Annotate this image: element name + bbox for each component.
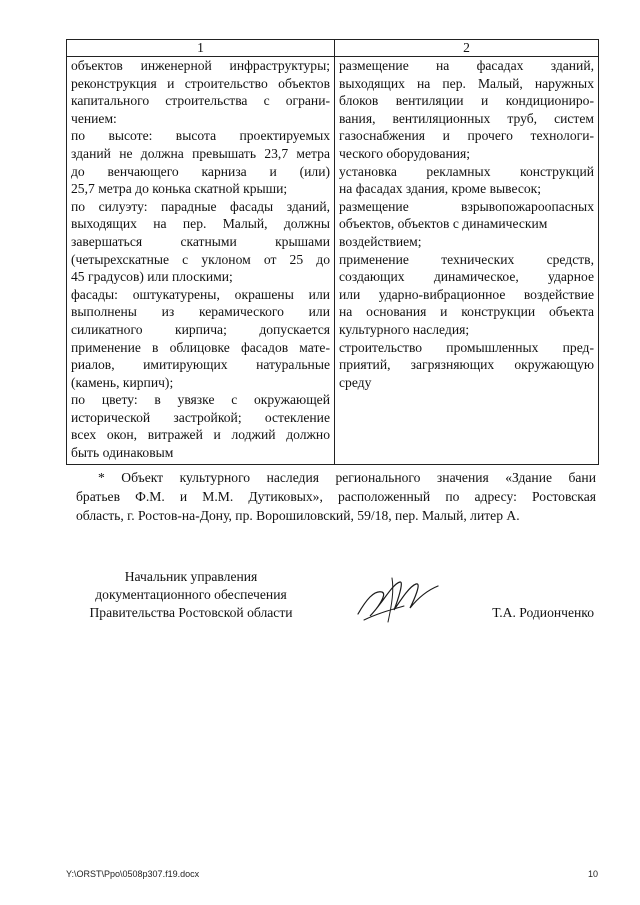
footnote xyxy=(76,468,596,525)
table-cell-line: или ударно-вибрационное воздействие xyxy=(339,286,594,302)
table-cell-line: 45 градусов) или плоскими; xyxy=(71,269,233,285)
table-cell-line: размещение взрывопожароопасных xyxy=(339,198,594,214)
table-cell-line: 25,7 метра до конька скатной крыши; xyxy=(71,181,288,197)
column-number-1: 1 xyxy=(67,40,335,57)
table-cell-line: объектов, объектов с динамическим xyxy=(339,216,548,232)
table-cell-line: объектов инженерной инфраструктуры; xyxy=(71,58,330,73)
table-cell-line: выходящих на пер. Малый, наружных xyxy=(339,75,594,91)
table-cell-line: выполнены из керамического или xyxy=(71,304,330,320)
table-cell-line: всех окон, витражей и лоджий должно xyxy=(71,427,330,443)
table-cell-line: приятий, загрязняющих окружающую xyxy=(339,357,594,373)
position-line: Начальник управления xyxy=(124,569,258,584)
requirements-table xyxy=(66,39,599,465)
table-cell-line: воздействием; xyxy=(339,233,422,249)
footnote-line: область, г. Ростов-на-Дону, пр. Ворошиловский, 59/18, пер. Малый, литер А. xyxy=(76,508,520,523)
table-cell-line: блоков вентиляции и кондициониро- xyxy=(339,93,594,109)
table-cell-line: (камень, кирпич); xyxy=(71,374,174,390)
table-cell-line: риалов, имитирующих натуральные xyxy=(71,357,330,373)
table-cell-line: быть одинаковым xyxy=(71,445,174,461)
table-cell-line: по силуэту: парадные фасады зданий, xyxy=(71,198,330,214)
table-cell-line: газоснабжения и прочего технологи- xyxy=(339,128,594,144)
table-cell-line: завершаться скатными крышами xyxy=(71,233,330,249)
table-cell-line: установка рекламных конструкций xyxy=(339,163,594,179)
table-cell-line: по высоте: высота проектируемых xyxy=(71,128,330,144)
column-number-2: 2 xyxy=(335,40,599,57)
table-cell-line: строительство промышленных пред- xyxy=(339,339,594,355)
table-cell-line: на фасадах здания, кроме вывесок; xyxy=(339,181,542,197)
table-cell-line: реконструкция и строительство объектов xyxy=(71,75,330,91)
position-line: документационного обеспечения xyxy=(95,587,287,602)
table-cell-line: капитального строительства с ограни- xyxy=(71,93,330,109)
table-cell-line: на основания и конструкции объекта xyxy=(339,304,594,320)
signatory-position xyxy=(66,568,316,622)
table-header-row xyxy=(67,40,599,57)
column-2-cell xyxy=(335,57,599,465)
table-cell-line: выходящих на пер. Малый, должны xyxy=(71,216,330,232)
table-cell-line: среду xyxy=(339,374,372,390)
table-cell-line: исторической застройкой; остекление xyxy=(71,409,330,425)
table-cell-line: (четырехскатные с уклоном от 25 до xyxy=(71,251,330,267)
page-number: 10 xyxy=(587,869,598,879)
table-cell-line: ческого оборудования; xyxy=(339,145,471,161)
table-cell-line: создающих динамическое, ударное xyxy=(339,269,594,285)
table-row xyxy=(67,57,599,465)
table-cell-line: по цвету: в увязке с окружающей xyxy=(71,392,330,408)
file-path: Y:\ORST\Ppo\0508p307.f19.docx xyxy=(66,869,200,879)
signatory-name: Т.А. Родионченко xyxy=(492,605,594,620)
table-cell-line: силикатного кирпича; допускается xyxy=(71,321,330,337)
table-cell-line: размещение на фасадах зданий, xyxy=(339,58,594,73)
table-cell-line: чением: xyxy=(71,110,117,126)
table-cell-line: применение технических средств, xyxy=(339,251,594,267)
column-1-cell xyxy=(67,57,335,465)
table-cell-line: вания, вентиляционных труб, систем xyxy=(339,110,594,126)
table-cell-line: зданий не должна превышать 23,7 метра xyxy=(71,145,330,161)
table-cell-line: применение в облицовке фасадов мате- xyxy=(71,339,330,355)
handwritten-signature xyxy=(352,570,442,630)
position-line: Правительства Ростовской области xyxy=(89,605,293,620)
table-cell-line: фасады: оштукатурены, окрашены или xyxy=(71,286,330,302)
footnote-line: * Объект культурного наследия регионального значения «Здание бани xyxy=(98,470,596,485)
footnote-line: братьев Ф.М. и М.М. Дутиковых», расположенный по адресу: Ростовская xyxy=(76,489,596,504)
table-cell-line: до венчающего карниза и (или) xyxy=(71,163,330,179)
table-cell-line: культурного наследия; xyxy=(339,321,470,337)
